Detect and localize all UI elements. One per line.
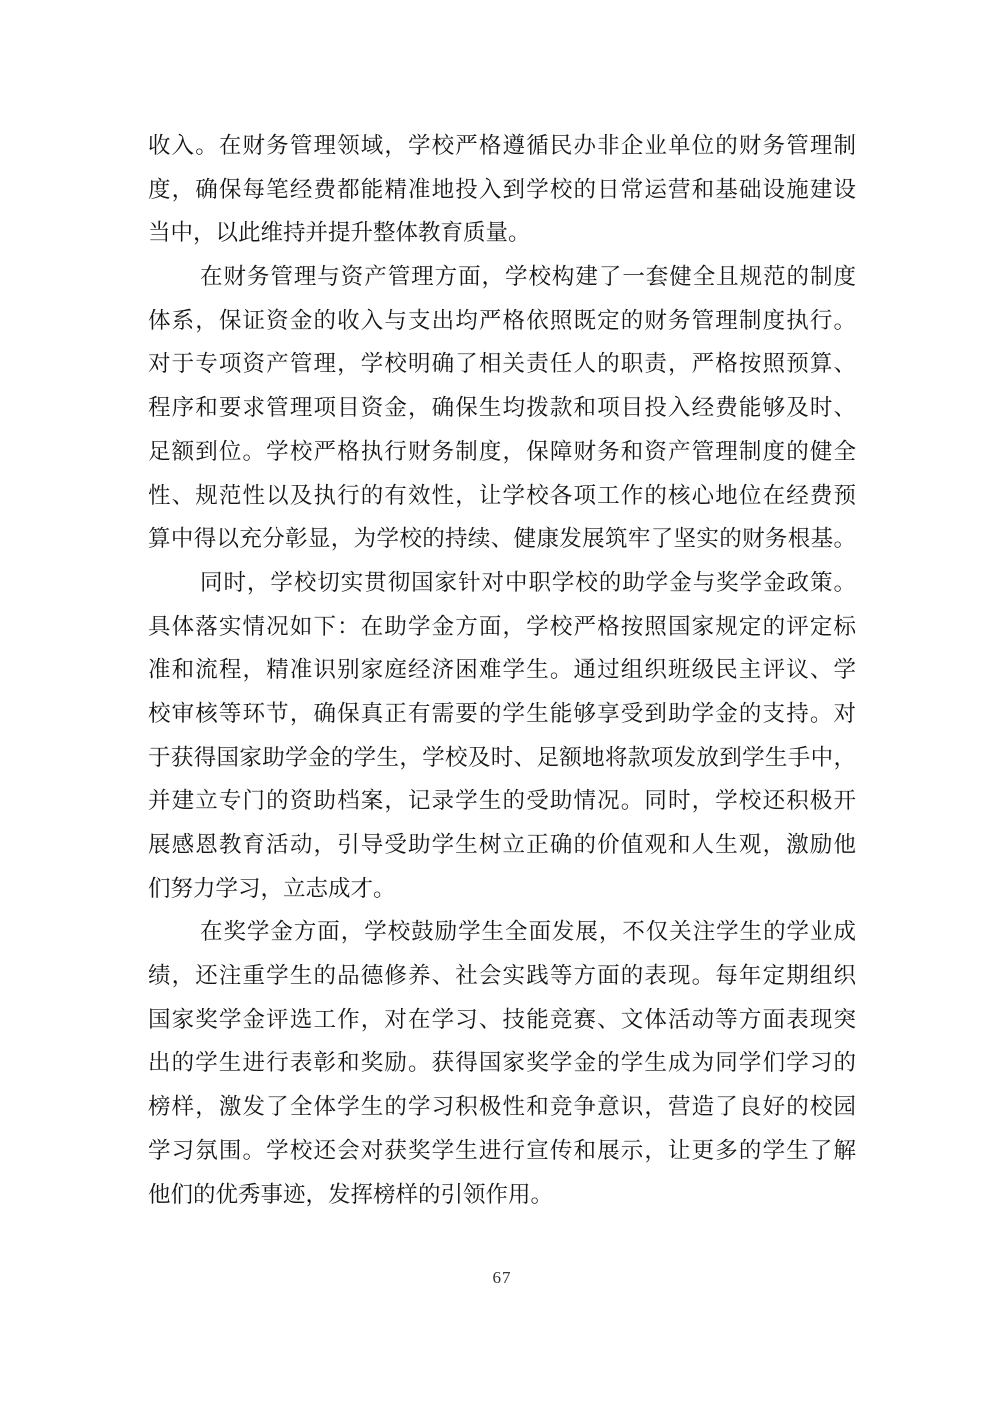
text-line: 榜样，激发了全体学生的学习积极性和竞争意识，营造了良好的校园 <box>148 1094 856 1120</box>
text-line: 度，确保每笔经费都能精准地投入到学校的日常运营和基础设施建设 <box>148 176 856 202</box>
text-line: 程序和要求管理项目资金，确保生均拨款和项目投入经费能够及时、 <box>148 395 856 421</box>
text-line: 国家奖学金评选工作，对在学习、技能竞赛、文体活动等方面表现突 <box>148 1006 856 1032</box>
text-line: 对于专项资产管理，学校明确了相关责任人的职责，严格按照预算、 <box>148 351 856 377</box>
text-line: 出的学生进行表彰和奖励。获得国家奖学金的学生成为同学们学习的 <box>148 1050 856 1076</box>
text-line: 具体落实情况如下：在助学金方面，学校严格按照国家规定的评定标 <box>148 613 856 639</box>
text-line: 学习氛围。学校还会对获奖学生进行宣传和展示，让更多的学生了解 <box>148 1137 856 1163</box>
text-line: 体系，保证资金的收入与支出均严格依照既定的财务管理制度执行。 <box>148 307 856 333</box>
text-line: 同时，学校切实贯彻国家针对中职学校的助学金与奖学金政策。 <box>200 569 856 595</box>
body-text <box>148 124 856 1216</box>
text-line: 绩，还注重学生的品德修养、社会实践等方面的表现。每年定期组织 <box>148 963 856 989</box>
text-line: 当中，以此维持并提升整体教育质量。 <box>148 220 531 246</box>
text-line: 在奖学金方面，学校鼓励学生全面发展，不仅关注学生的学业成 <box>200 919 856 945</box>
text-line: 们努力学习，立志成才。 <box>148 875 396 901</box>
text-line: 他们的优秀事迹，发挥榜样的引领作用。 <box>148 1181 554 1207</box>
text-line: 在财务管理与资产管理方面，学校构建了一套健全且规范的制度 <box>200 264 856 290</box>
text-line: 并建立专门的资助档案，记录学生的受助情况。同时，学校还积极开 <box>148 788 856 814</box>
text-line: 性、规范性以及执行的有效性，让学校各项工作的核心地位在经费预 <box>148 482 856 508</box>
text-line: 足额到位。学校严格执行财务制度，保障财务和资产管理制度的健全 <box>148 438 856 464</box>
text-line: 展感恩教育活动，引导受助学生树立正确的价值观和人生观，激励他 <box>148 832 856 857</box>
text-line: 校审核等环节，确保真正有需要的学生能够享受到助学金的支持。对 <box>148 700 856 726</box>
text-line: 于获得国家助学金的学生，学校及时、足额地将款项发放到学生手中， <box>148 744 856 770</box>
text-line: 收入。在财务管理领域，学校严格遵循民办非企业单位的财务管理制 <box>148 133 856 158</box>
paragraph <box>148 910 856 1216</box>
paragraph <box>148 124 856 255</box>
text-line: 算中得以充分彰显，为学校的持续、健康发展筑牢了坚实的财务根基。 <box>148 526 856 552</box>
paragraph <box>148 561 856 911</box>
paragraph <box>148 255 856 561</box>
text-line: 准和流程，精准识别家庭经济困难学生。通过组织班级民主评议、学 <box>148 657 856 683</box>
page-number: 67 <box>492 1268 512 1287</box>
page-footer <box>148 1268 856 1288</box>
